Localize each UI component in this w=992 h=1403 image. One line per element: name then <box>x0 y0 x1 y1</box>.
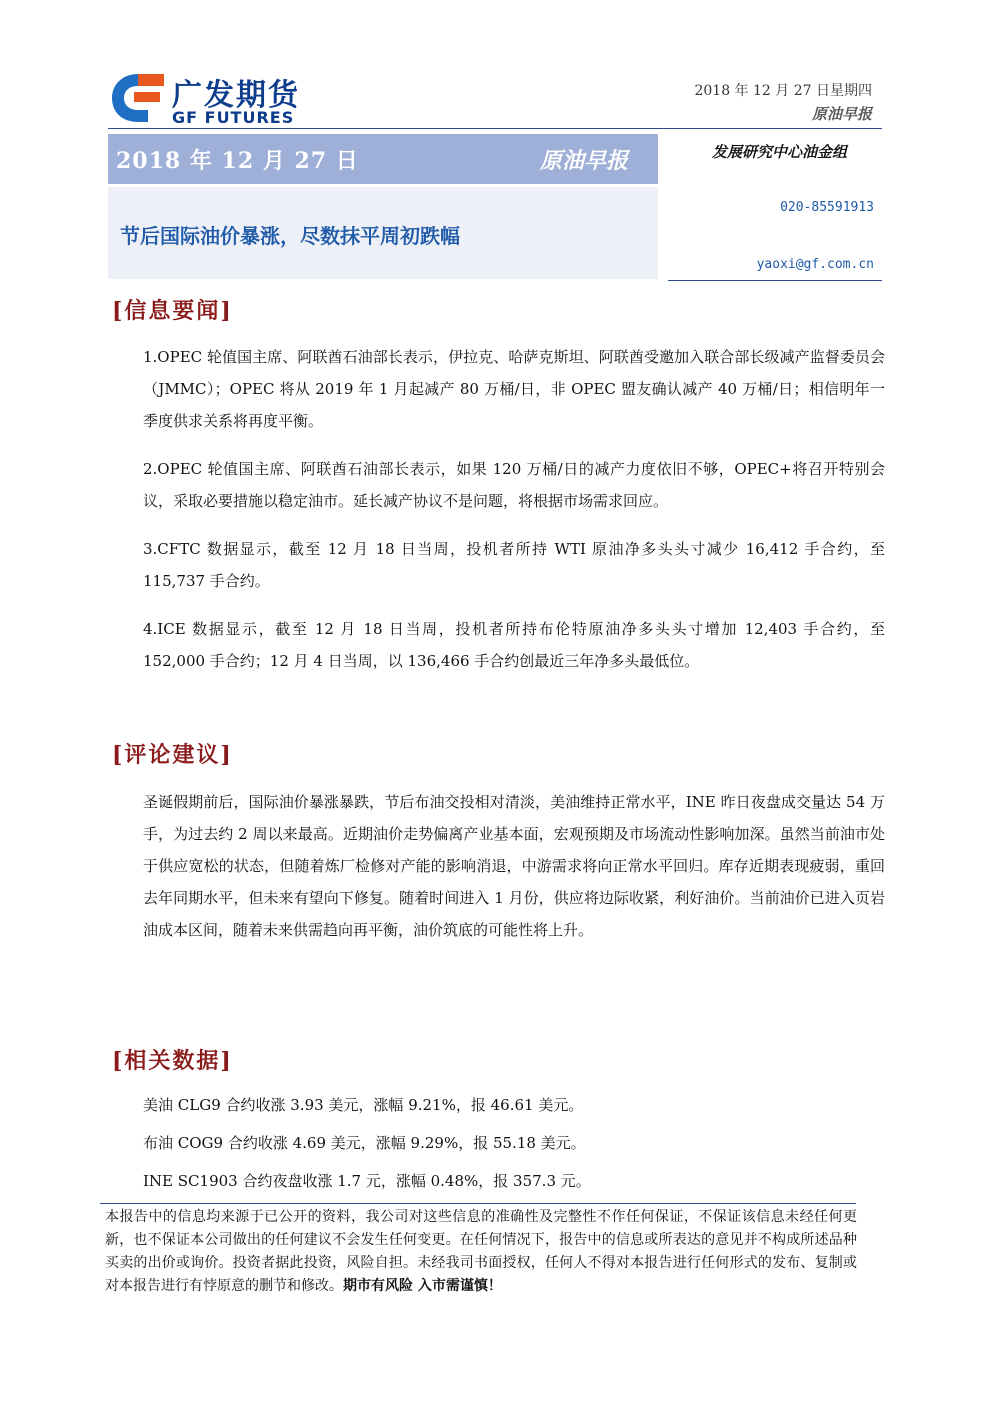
report-title: 原油早报 <box>540 148 629 174</box>
news-list <box>143 341 885 693</box>
headline: 节后国际油价暴涨，尽数抹平周初跌幅 <box>120 224 460 248</box>
news-item: 1.OPEC 轮值国主席、阿联酋石油部长表示，伊拉克、哈萨克斯坦、阿联酋受邀加入联合部长级减产监督委员会（JMMC）；OPEC 将从 2019 年 1 月起减产 80 万桶/日，非 OPEC 盟友确认减产 40 万桶/日；相信明年一季度供求关系将再度平衡。 <box>143 348 885 430</box>
comment-heading: [评论建议] <box>112 742 233 768</box>
research-team: 发展研究中心油金组 <box>712 143 848 161</box>
report-date: 2018 年 12 月 27 日 <box>116 148 359 174</box>
brand-name-cn: 广发期货 <box>172 78 300 113</box>
news-heading: [信息要闻] <box>112 298 233 324</box>
header-divider <box>108 128 882 129</box>
data-line: 布油 COG9 合约收涨 4.69 美元，涨幅 9.29%，报 55.18 美元。 <box>143 1134 586 1152</box>
header-report-type: 原油早报 <box>811 105 872 123</box>
brand-name-en: GF FUTURES <box>172 108 295 127</box>
contact-phone: 020-85591913 <box>780 200 874 215</box>
gf-logo-icon <box>108 70 168 126</box>
news-item: 2.OPEC 轮值国主席、阿联酋石油部长表示，如果 120 万桶/日的减产力度依旧不够，OPEC+将召开特别会议，采取必要措施以稳定油市。延长减产协议不是问题，将根据市场需求回应。 <box>143 460 885 510</box>
news-item: 4.ICE 数据显示，截至 12 月 18 日当周，投机者所持布伦特原油净多头头寸增加 12,403 手合约，至 152,000 手合约；12 月 4 日当周，以 136,466 手合约创最近三年净多头最低位。 <box>143 620 885 670</box>
contact-divider <box>668 280 882 281</box>
news-item: 3.CFTC 数据显示，截至 12 月 18 日当周，投机者所持 WTI 原油净多头头寸减少 16,412 手合约，至 115,737 手合约。 <box>143 540 885 590</box>
contact-email[interactable]: yaoxi@gf.com.cn <box>756 257 874 272</box>
risk-warning: 期市有风险 入市需谨慎！ <box>343 1278 502 1294</box>
data-line: 美油 CLG9 合约收涨 3.93 美元，涨幅 9.21%，报 46.61 美元。 <box>143 1096 584 1114</box>
data-line: INE SC1903 合约夜盘收涨 1.7 元，涨幅 0.48%，报 357.3 元。 <box>143 1172 591 1190</box>
comment-text: 圣诞假期前后，国际油价暴涨暴跌，节后布油交投相对清淡，美油维持正常水平，INE 昨日夜盘成交量达 54 万手，为过去约 2 周以来最高。近期油价走势偏离产业基本面，宏观预期及市场流动性影响加深。虽然当前油市处于供应宽松的状态，但随着炼厂检修对产能的影响消退，中游需求将向正常水平回归。库存近期表现疲弱，重回去年同期水平，但未来有望向下修复。随着时间进入 1 月份，供应将边际收紧，利好油价。当前油价已进入页岩油成本区间，随着未来供需趋向再平衡，油价筑底的可能性将上升。 <box>143 793 885 939</box>
disclaimer-text: 本报告中的信息均来源于已公开的资料，我公司对这些信息的准确性及完整性不作任何保证，不保证该信息未经任何更新，也不保证本公司做出的任何建议不会发生任何变更。在任何情况下，报告中的信息或所表达的意见并不构成所述品种买卖的出价或询价。投资者据此投资，风险自担。未经我司书面授权，任何人不得对本报告进行任何形式的发布、复制或对本报告进行有悖原意的删节和修改。 <box>105 1209 857 1294</box>
header-date: 2018 年 12 月 27 日星期四 <box>694 83 872 99</box>
disclaimer <box>105 1206 857 1298</box>
data-heading: [相关数据] <box>112 1048 233 1074</box>
